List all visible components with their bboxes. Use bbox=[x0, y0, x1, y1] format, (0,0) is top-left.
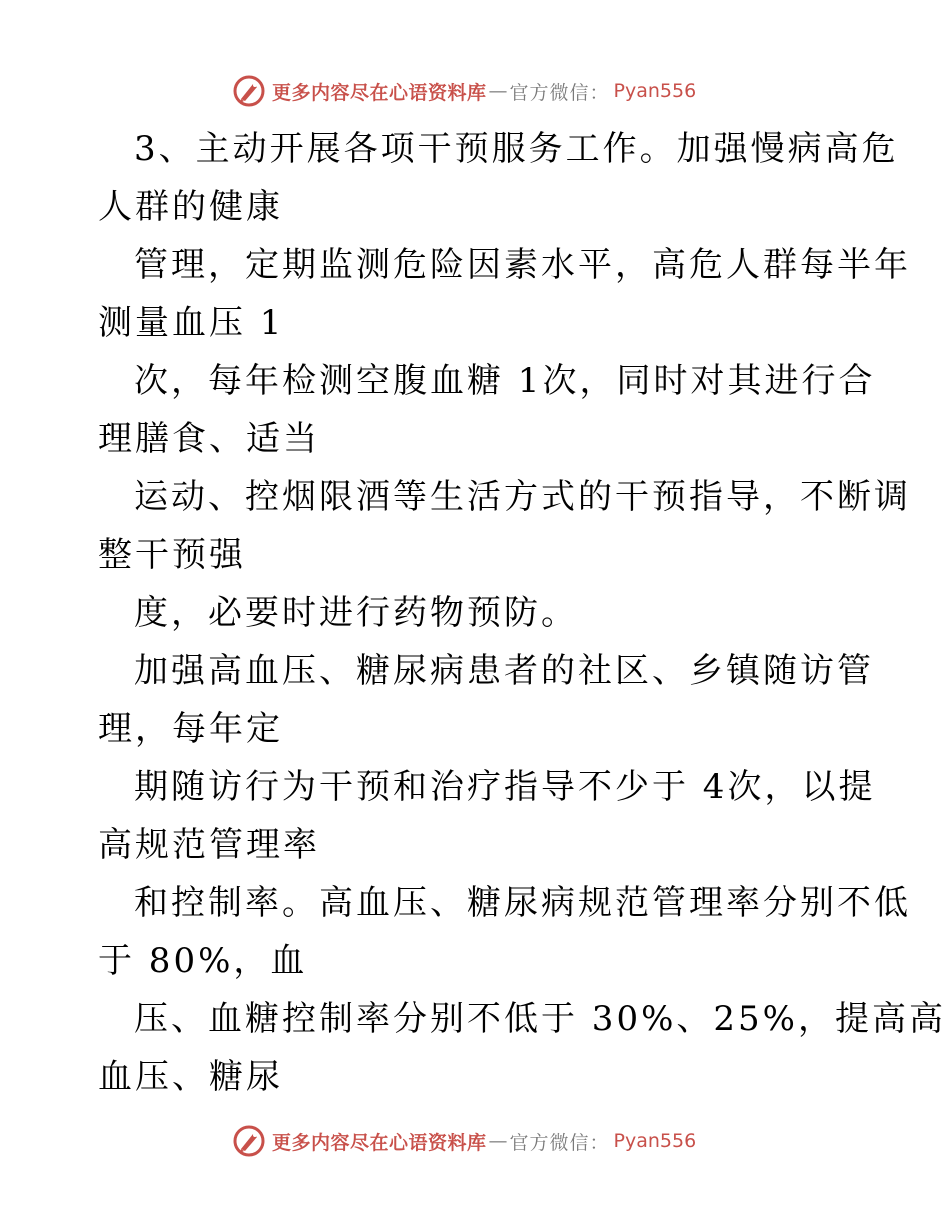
text-line: 理膳食、适当 bbox=[98, 419, 320, 459]
header-watermark bbox=[232, 71, 696, 111]
watermark-wechat-label: 官方微信： bbox=[509, 81, 610, 104]
text-line: 理，每年定 bbox=[98, 709, 283, 749]
text-line: 和控制率。高血压、糖尿病规范管理率分别不低 bbox=[134, 883, 911, 923]
text-line: 测量血压 1 bbox=[98, 303, 285, 343]
watermark-site-text: 更多内容尽在心语资料库 bbox=[272, 81, 487, 104]
watermark-separator: — bbox=[488, 80, 508, 102]
watermark-wechat-label: 官方微信： bbox=[509, 1131, 610, 1154]
text-line: 期随访行为干预和治疗指导不少于 4次，以提 bbox=[134, 767, 876, 807]
text-line: 高规范管理率 bbox=[98, 825, 320, 865]
text-line: 人群的健康 bbox=[98, 187, 283, 227]
text-line: 次，每年检测空腹血糖 1次，同时对其进行合 bbox=[134, 361, 876, 401]
watermark-wechat-id: Pyan556 bbox=[613, 80, 697, 102]
pen-circle-icon bbox=[232, 1124, 266, 1158]
pen-circle-icon bbox=[232, 74, 266, 108]
text-line: 压、血糖控制率分别不低于 30%、25%，提高高 bbox=[134, 999, 946, 1039]
footer-watermark bbox=[232, 1121, 696, 1161]
watermark-wechat-id: Pyan556 bbox=[613, 1130, 697, 1152]
text-line: 度，必要时进行药物预防。 bbox=[134, 593, 578, 633]
text-line: 3、主动开展各项干预服务工作。加强慢病高危 bbox=[134, 129, 899, 169]
document-body bbox=[98, 120, 946, 1106]
text-line: 加强高血压、糖尿病患者的社区、乡镇随访管 bbox=[134, 651, 874, 691]
watermark-separator: — bbox=[488, 1130, 508, 1152]
text-line: 血压、糖尿 bbox=[98, 1057, 283, 1097]
text-line: 运动、控烟限酒等生活方式的干预指导，不断调 bbox=[134, 477, 911, 517]
text-line: 于 80%，血 bbox=[98, 941, 308, 981]
text-line: 整干预强 bbox=[98, 535, 246, 575]
text-line: 管理，定期监测危险因素水平，高危人群每半年 bbox=[134, 245, 911, 285]
watermark-site-text: 更多内容尽在心语资料库 bbox=[272, 1131, 487, 1154]
